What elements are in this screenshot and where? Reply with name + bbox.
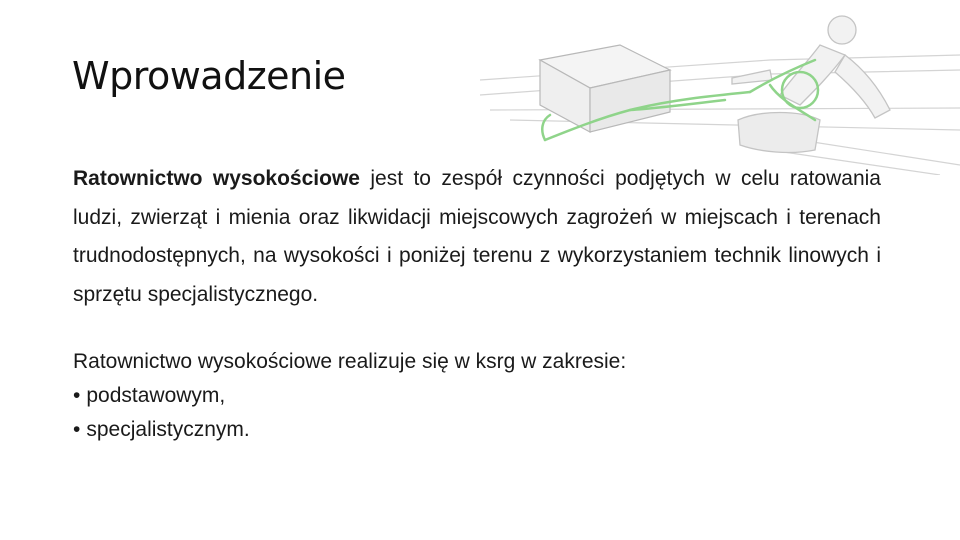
- definition-term: Ratownictwo wysokościowe: [73, 167, 360, 190]
- list-item-text: podstawowym,: [86, 384, 226, 407]
- rope-rescue-sketch-icon: [470, 0, 960, 175]
- definition-paragraph: [73, 160, 881, 314]
- scope-intro: Ratownictwo wysokościowe realizuje się w ksrg w zakresie:: [73, 350, 627, 373]
- bullet-marker: •: [73, 384, 81, 407]
- list-item: [73, 379, 881, 413]
- definition-text: jest to zespół czynności podjętych w celu ratowania ludzi, zwierząt i mienia oraz likwidacji miejscowych zagrożeń w miejscach i terenach trudnodostępnych, na wysokości i poniżej terenu z wykorzystaniem technik linowych i sprzętu specjalistycznego.: [73, 167, 881, 306]
- list-item-text: specjalistycznym.: [86, 418, 250, 441]
- list-item: [73, 413, 881, 447]
- bullet-marker: •: [73, 418, 81, 441]
- scope-section: [73, 345, 881, 447]
- page-title: Wprowadzenie: [72, 54, 346, 98]
